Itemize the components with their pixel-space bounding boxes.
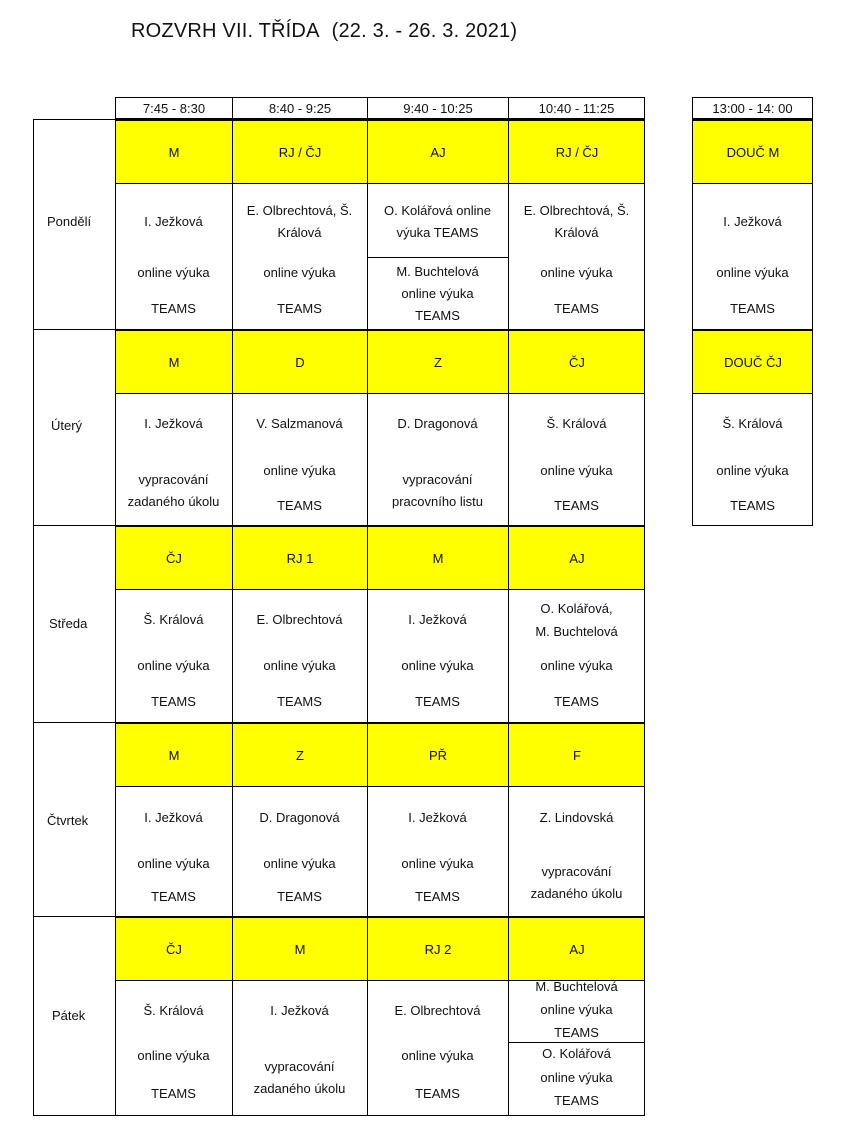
- teacher-text: M. Buchtelová: [535, 624, 618, 639]
- platform-text: TEAMS: [277, 694, 322, 709]
- detail-cell: [115, 590, 232, 722]
- subject-cell: DOUČ ČJ: [692, 330, 813, 393]
- mode-text: výuka TEAMS: [396, 225, 479, 240]
- teacher-text: O. Kolářová,: [540, 601, 613, 616]
- teacher-text: I. Ježková: [408, 810, 467, 825]
- detail-cell: [692, 394, 813, 525]
- subject-cell: M: [115, 330, 232, 393]
- detail-cell: [692, 184, 813, 329]
- detail-cell: [115, 787, 232, 916]
- platform-text: TEAMS: [151, 301, 196, 316]
- grid-line: [33, 329, 645, 330]
- teacher-text: I. Ježková: [723, 214, 782, 229]
- teacher-text: E. Olbrechtová, Š.: [246, 203, 353, 218]
- subject-cell: D: [232, 330, 367, 393]
- subject-cell: AJ: [508, 526, 645, 589]
- teacher-text: E. Olbrechtová: [256, 612, 343, 627]
- subject-cell: PŘ: [367, 723, 508, 786]
- teacher-text: D. Dragonová: [259, 810, 340, 825]
- subject-cell: RJ 2: [367, 917, 508, 980]
- mode-text: online výuka: [263, 463, 336, 478]
- detail-cell: [508, 787, 645, 916]
- time-header-1: 7:45 - 8:30: [115, 97, 232, 119]
- day-label: Pátek: [52, 1008, 86, 1023]
- mode-text: online výuka: [137, 856, 210, 871]
- detail-cell: [367, 787, 508, 916]
- platform-text: TEAMS: [554, 694, 599, 709]
- subject-cell: Z: [367, 330, 508, 393]
- detail-cell: [508, 394, 645, 525]
- subject-cell: M: [367, 526, 508, 589]
- day-label: Středa: [49, 616, 88, 631]
- mode-text: online výuka: [401, 658, 474, 673]
- teacher-text: I. Ježková: [408, 612, 467, 627]
- mode-text: online výuka: [401, 856, 474, 871]
- subject-cell: RJ / ČJ: [232, 120, 367, 183]
- detail-cell: [232, 787, 367, 916]
- subject-cell: Z: [232, 723, 367, 786]
- teacher-text: Š. Králová: [143, 612, 204, 627]
- detail-cell: [367, 184, 508, 329]
- teacher-text: Š. Králová: [546, 416, 607, 431]
- platform-text: TEAMS: [415, 1086, 460, 1101]
- teacher-text: Š. Králová: [722, 416, 783, 431]
- day-label: Pondělí: [47, 214, 92, 229]
- teacher-text: M. Buchtelová: [535, 979, 618, 994]
- mode-text: online výuka: [401, 1048, 474, 1063]
- teacher-text: O. Kolářová: [542, 1046, 611, 1061]
- mode-text: online výuka: [401, 286, 474, 301]
- subject-cell: RJ / ČJ: [508, 120, 645, 183]
- day-label: Úterý: [51, 418, 83, 433]
- teacher-text: Králová: [277, 225, 322, 240]
- mode-text: online výuka: [716, 265, 789, 280]
- teacher-text: Králová: [554, 225, 599, 240]
- platform-text: TEAMS: [554, 1025, 599, 1040]
- subject-cell: AJ: [367, 120, 508, 183]
- platform-text: TEAMS: [151, 889, 196, 904]
- teacher-text: O. Kolářová online: [384, 203, 491, 218]
- teacher-text: E. Olbrechtová, Š.: [523, 203, 630, 218]
- platform-text: TEAMS: [730, 301, 775, 316]
- mode-text: online výuka: [540, 463, 613, 478]
- detail-cell: [115, 184, 232, 329]
- grid-line: [33, 916, 645, 917]
- time-header-3: 9:40 - 10:25: [367, 97, 508, 119]
- teacher-text: E. Olbrechtová: [394, 1003, 481, 1018]
- subject-cell: ČJ: [508, 330, 645, 393]
- page-title: [131, 20, 517, 43]
- task-text: vypracování: [264, 1059, 335, 1074]
- detail-cell: [508, 184, 645, 329]
- detail-cell: [508, 981, 645, 1116]
- platform-text: TEAMS: [277, 301, 322, 316]
- platform-text: TEAMS: [554, 1093, 599, 1108]
- task-text: vypracování: [402, 472, 473, 487]
- subject-cell: M: [232, 917, 367, 980]
- task-text: zadaného úkolu: [530, 886, 623, 901]
- grid-line: [33, 722, 645, 723]
- platform-text: TEAMS: [277, 498, 322, 513]
- detail-cell: [232, 981, 367, 1116]
- mode-text: online výuka: [540, 265, 613, 280]
- subject-cell: ČJ: [115, 526, 232, 589]
- task-text: zadaného úkolu: [253, 1081, 346, 1096]
- task-text: zadaného úkolu: [127, 494, 220, 509]
- teacher-text: D. Dragonová: [397, 416, 478, 431]
- subject-cell: F: [508, 723, 645, 786]
- teacher-text: M. Buchtelová: [396, 264, 479, 279]
- task-text: vypracování: [138, 472, 209, 487]
- day-label: Čtvrtek: [47, 813, 89, 828]
- subject-cell: M: [115, 120, 232, 183]
- mode-text: online výuka: [263, 658, 336, 673]
- detail-cell: [232, 184, 367, 329]
- teacher-text: Z. Lindovská: [539, 810, 614, 825]
- teacher-text: I. Ježková: [144, 214, 203, 229]
- detail-cell: [115, 981, 232, 1116]
- grid-line: [692, 329, 813, 330]
- platform-text: TEAMS: [151, 694, 196, 709]
- teacher-text: Š. Králová: [143, 1003, 204, 1018]
- mode-text: online výuka: [137, 265, 210, 280]
- teacher-text: V. Salzmanová: [256, 416, 343, 431]
- subject-cell: AJ: [508, 917, 645, 980]
- detail-cell: [367, 394, 508, 525]
- detail-cell: [508, 590, 645, 722]
- mode-text: online výuka: [263, 265, 336, 280]
- detail-cell: [232, 394, 367, 525]
- mode-text: online výuka: [716, 463, 789, 478]
- platform-text: TEAMS: [415, 308, 460, 323]
- task-text: vypracování: [541, 864, 612, 879]
- subject-cell: ČJ: [115, 917, 232, 980]
- detail-cell: [232, 590, 367, 722]
- title-dates: (22. 3. - 26. 3. 2021): [331, 20, 518, 42]
- time-header-2: 8:40 - 9:25: [232, 97, 367, 119]
- mode-text: online výuka: [540, 1070, 613, 1085]
- mode-text: online výuka: [137, 658, 210, 673]
- teacher-text: I. Ježková: [270, 1003, 329, 1018]
- platform-text: TEAMS: [554, 301, 599, 316]
- detail-cell: [115, 394, 232, 525]
- title-text: ROZVRH VII. TŘÍDA: [131, 20, 320, 42]
- platform-text: TEAMS: [151, 1086, 196, 1101]
- platform-text: TEAMS: [554, 498, 599, 513]
- detail-cell: [367, 981, 508, 1116]
- teacher-text: I. Ježková: [144, 416, 203, 431]
- subject-cell: M: [115, 723, 232, 786]
- subject-cell: DOUČ M: [692, 120, 813, 183]
- task-text: pracovního listu: [391, 494, 484, 509]
- grid-line: [33, 525, 645, 526]
- mode-text: online výuka: [540, 1002, 613, 1017]
- time-header-4: 10:40 - 11:25: [508, 97, 645, 119]
- detail-cell: [367, 590, 508, 722]
- mode-text: online výuka: [263, 856, 336, 871]
- platform-text: TEAMS: [415, 694, 460, 709]
- platform-text: TEAMS: [415, 889, 460, 904]
- mode-text: online výuka: [137, 1048, 210, 1063]
- time-header-extra: 13:00 - 14: 00: [692, 97, 813, 119]
- platform-text: TEAMS: [277, 889, 322, 904]
- teacher-text: I. Ježková: [144, 810, 203, 825]
- platform-text: TEAMS: [730, 498, 775, 513]
- subject-cell: RJ 1: [232, 526, 367, 589]
- mode-text: online výuka: [540, 658, 613, 673]
